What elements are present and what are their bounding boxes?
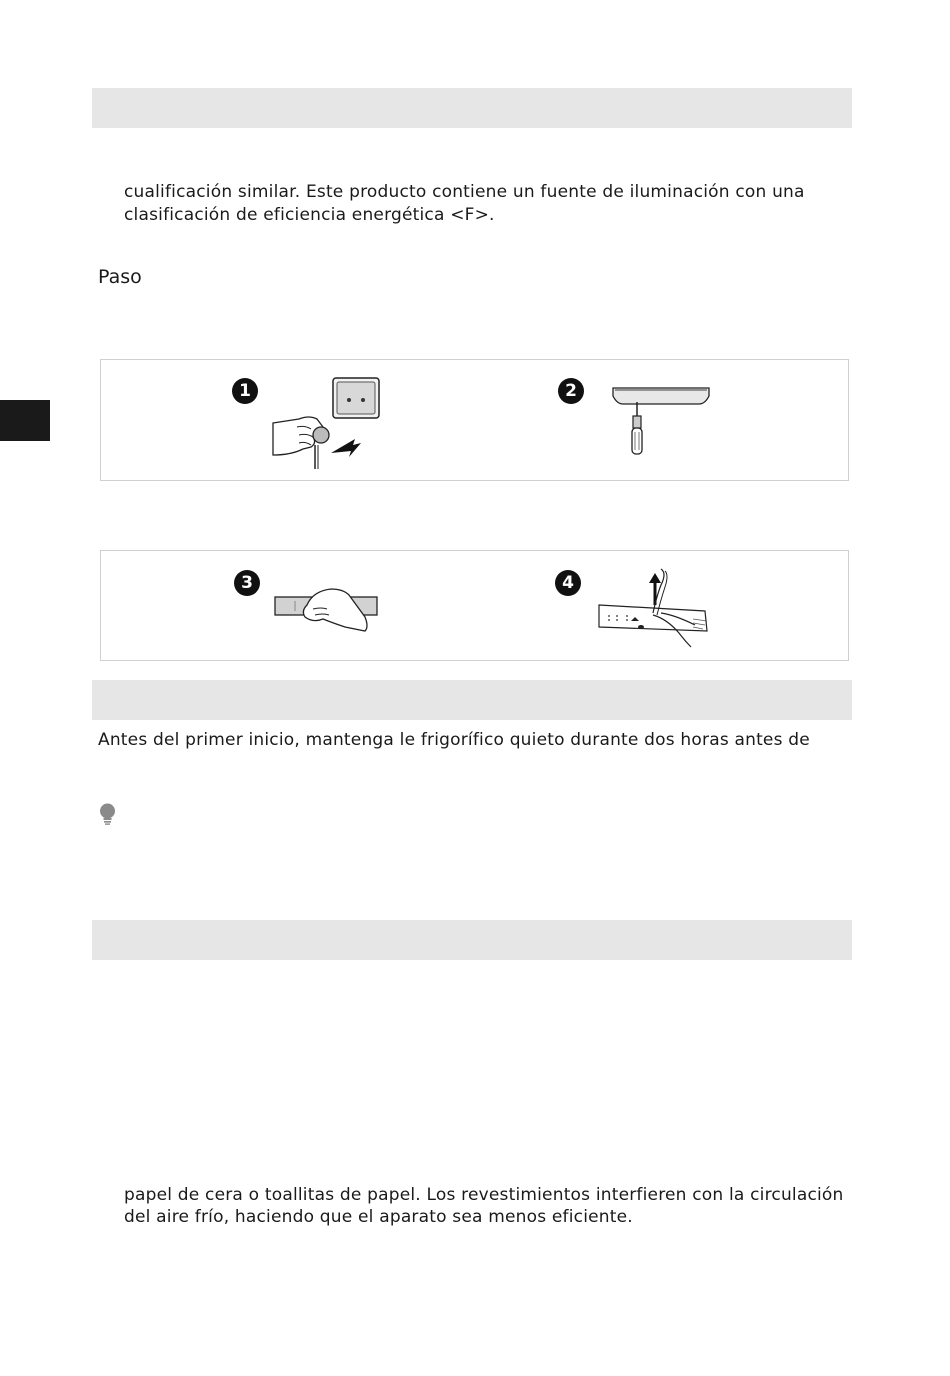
remove-cover-icon — [273, 587, 381, 635]
step-number-1: 1 — [232, 378, 258, 404]
screwdriver-icon — [611, 384, 711, 456]
intro-line-2: clasificación de eficiencia energética <F>. — [124, 205, 495, 225]
pull-lamp-icon — [595, 565, 713, 649]
bottom-line-2: del aire frío, haciendo que el aparato sea menos eficiente. — [124, 1207, 633, 1227]
section-header-band-3 — [92, 920, 852, 960]
section-header-band-1 — [92, 88, 852, 128]
first-start-line-1: Antes del primer inicio, mantenga le frigorífico quieto durante dos horas antes de — [98, 730, 810, 750]
bottom-line-1: papel de cera o toallitas de papel. Los revestimientos interfieren con la circulación — [124, 1185, 844, 1205]
language-side-tab — [0, 400, 50, 441]
steps-panel-2 — [100, 550, 849, 661]
step-number-2: 2 — [558, 378, 584, 404]
section-header-band-2 — [92, 680, 852, 720]
lightbulb-icon — [98, 803, 117, 825]
step-number-3: 3 — [234, 570, 260, 596]
steps-panel-1 — [100, 359, 849, 481]
unplug-icon — [269, 375, 384, 471]
intro-line-1: cualificación similar. Este producto contiene un fuente de iluminación con una — [124, 182, 805, 202]
step-number-4: 4 — [555, 570, 581, 596]
paso-heading: Paso — [98, 266, 142, 288]
